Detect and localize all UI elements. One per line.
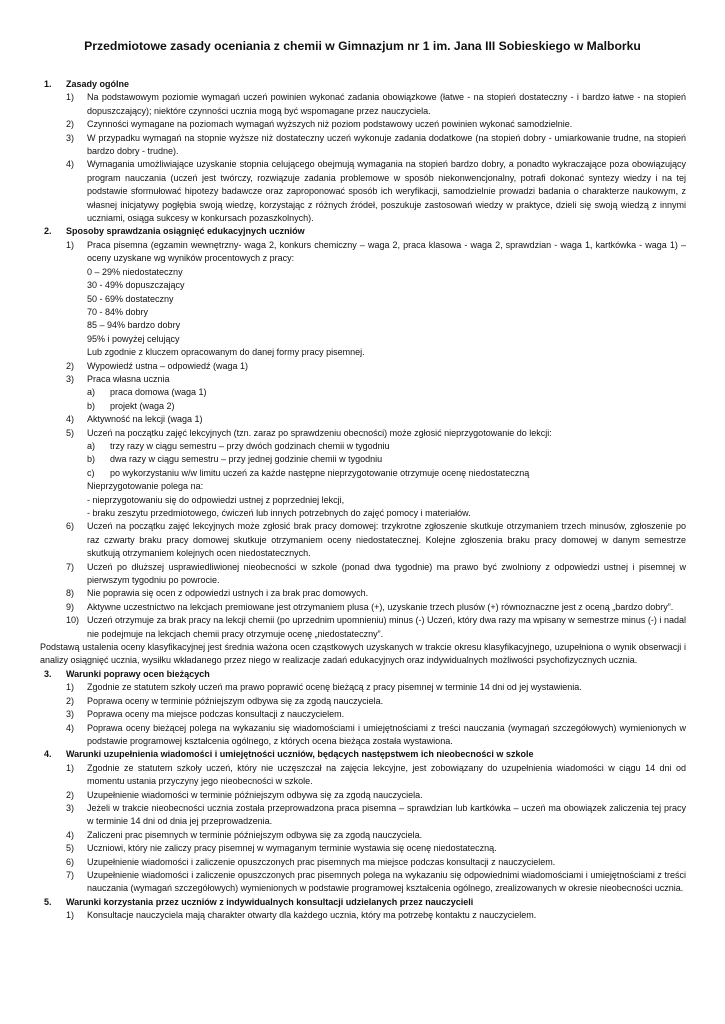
- list-item: [40, 373, 686, 386]
- sub-item: [40, 467, 686, 480]
- item-text: Uzupełnienie wiadomości i zaliczenie opuszczonych prac pisemnych polega na wykazaniu się odpowiednimi wiadomościami i umiejętnościami z treści nauczania (wymagań szczegółowych) wymienionych w podstawie programowej kształcenia ogólnego, zrealizowanych w okresie nieobecności ucznia.: [87, 869, 686, 894]
- item-number: 1): [66, 910, 75, 921]
- item-text: Poprawa oceny bieżącej polega na wykazaniu się wiadomościami i umiejętnościami z treści nauczania (wymagań szczegółowych) wymienionych w podstawie programowej kształcenia ogólnego, z których ocena bieżąca została wystawiona.: [87, 722, 686, 746]
- section-number: 3.: [44, 668, 52, 679]
- item-number: 4): [66, 414, 75, 425]
- list-item: [40, 239, 686, 266]
- section-heading-3: [40, 668, 686, 681]
- list-item: [40, 856, 686, 869]
- sub-item-letter: b): [87, 400, 96, 411]
- list-item: [40, 413, 686, 426]
- grade-line: 50 - 69% dostateczny: [87, 293, 174, 304]
- section-title: Warunki korzystania przez uczniów z indywidualnych konsultacji udzielanych przez nauczycieli: [66, 896, 474, 907]
- sub-item-text: po wykorzystaniu w/w limitu uczeń za każde następne nieprzygotowanie otrzymuje ocenę niedostateczną: [110, 467, 530, 478]
- item-number: 3): [66, 132, 75, 143]
- list-item: [40, 427, 686, 440]
- item-text: Uzupełnienie wiadomości i zaliczenie opuszczonych prac pisemnych ma miejsce podczas konsultacji z nauczycielem.: [87, 856, 556, 867]
- document-title: Przedmiotowe zasady oceniania z chemii w Gimnazjum nr 1 im. Jana III Sobieskiego w Malborku: [84, 39, 641, 53]
- grade-line: 95% i powyżej celujący: [87, 333, 180, 344]
- section-heading-5: [40, 896, 686, 909]
- section-number: 5.: [44, 896, 52, 907]
- item-text: Zgodnie ze statutem szkoły uczeń, który nie uczęszczał na zajęcia lekcyjne, jest zobowiązany do uzupełnienia wiadomości w ciągu 14 dni od momentu ustania przyczyny jego nieobecności w szkole.: [87, 762, 686, 787]
- list-item: [40, 132, 686, 159]
- item-text: Zaliczeni prac pisemnych w terminie późniejszym odbywa się za zgodą nauczyciela.: [87, 829, 423, 840]
- item-number: 1): [66, 239, 75, 250]
- item-text: Uzupełnienie wiadomości w terminie późniejszym odbywa się za zgodą nauczyciela.: [87, 789, 423, 800]
- item-text: Praca pisemna (egzamin wewnętrzny- waga 2, konkurs chemiczny – waga 2, praca klasowa - waga 2, sprawdzian - waga 1, kartkówka - waga 1) – oceny uzyskane wg wyników procentowych z pracy:: [87, 239, 686, 264]
- note-line: - braku zeszytu przedmiotowego, ćwiczeń lub innych potrzebnych do zajęć pomocy i materiałów.: [87, 508, 471, 518]
- list-item: [40, 722, 686, 749]
- list-item: [40, 829, 686, 842]
- item-number: 3): [66, 802, 75, 813]
- item-text: Jeżeli w trakcie nieobecności ucznia została przeprowadzona praca pisemna – sprawdzian lub kartkówka – uczeń ma obowiązek zaliczenia tej pracy w terminie 14 dni od dnia jej przeprowadzenia.: [87, 802, 686, 827]
- section-heading-1: [40, 78, 686, 91]
- section-number: 4.: [44, 749, 52, 760]
- item-text: Czynności wymagane na poziomach wymagań wyższych niż poziom podstawowy uczeń powinien wykonać samodzielnie.: [87, 119, 573, 130]
- grade-line: 85 – 94% bardzo dobry: [87, 320, 181, 331]
- list-item: [40, 869, 686, 896]
- item-number: 1): [66, 762, 75, 773]
- sub-item: [40, 440, 686, 453]
- sub-item-letter: b): [87, 454, 96, 465]
- sub-item-letter: a): [87, 440, 96, 451]
- grade-note: Lub zgodnie z kluczem opracowanym do danej formy pracy pisemnej.: [87, 347, 365, 358]
- list-item: [40, 601, 686, 614]
- list-item: [40, 909, 686, 922]
- item-number: 5): [66, 843, 75, 854]
- item-text: Aktywne uczestnictwo na lekcjach premiowane jest otrzymaniem plusa (+), uzyskanie trzech plusów (+) równoznaczne jest z oceną „bardzo dobry”.: [87, 601, 674, 612]
- section-title: Zasady ogólne: [66, 79, 130, 89]
- item-number: 6): [66, 521, 75, 532]
- item-number: 4): [66, 829, 75, 840]
- item-text: Zgodnie ze statutem szkoły uczeń ma prawo poprawić ocenę bieżącą z pracy pisemnej w terminie 14 dni od jej wystawienia.: [87, 682, 582, 693]
- list-item: [40, 802, 686, 829]
- item-number: 7): [66, 561, 75, 572]
- item-text: Na podstawowym poziomie wymagań uczeń powinien wykonać zadania obowiązkowe (łatwe - na stopień dostateczny - i bardzo łatwe - na stopień dopuszczający); niektóre czynności ucznia mogą być wspomagane przez nauczyciela.: [87, 92, 686, 116]
- item-number: 2): [66, 119, 75, 130]
- list-item: [40, 561, 686, 588]
- list-item: [40, 587, 686, 600]
- item-number: 5): [66, 427, 75, 438]
- item-number: 4): [66, 722, 75, 733]
- item-text: Wypowiedź ustna – odpowiedź (waga 1): [87, 360, 249, 371]
- section-heading-4: [40, 748, 686, 761]
- item-number: 10): [66, 615, 80, 626]
- item-text: W przypadku wymagań na stopnie wyższe niż dostateczny uczeń wykonuje zadania dodatkowe (na stopień dobry - umiarkowanie trudne, na stopień bardzo dobry - trudne).: [87, 132, 686, 157]
- document-body: [40, 78, 686, 923]
- item-text: Wymagania umożliwiające uzyskanie stopnia celującego obejmują wymagania na stopień bardzo dobry, a ponadto wykraczające poza obowiązujący program nauczania (uczeń jest twórczy, rozwiązuje zadania problemowe w sposób niekonwencjonalny, potrafi dokonać syntezy wiedzy i na tej podstawie sformułować hipotezy badawcze oraz zaproponować sposób ich weryfikacji, samodzielnie prowadzi badania o charakterze naukowym, z własnej inicjatywy pogłębia swoją wiedzę, korzystając z różnych źródeł, poszukuje zastosowań wiedzy w praktyce, dzieli się swoją wiedzą z innymi uczniami, osiąga sukcesy w konkursach pozaszkolnych).: [87, 159, 686, 224]
- sub-item-text: trzy razy w ciągu semestru – przy dwóch godzinach chemii w tygodniu: [110, 440, 390, 451]
- list-item: [40, 708, 686, 721]
- section-title: Warunki uzupełnienia wiadomości i umiejętności uczniów, będących następstwem ich nieobecności w szkole: [66, 749, 534, 760]
- item-number: 2): [66, 360, 75, 371]
- item-text: Uczniowi, który nie zaliczy pracy pisemnej w wymaganym terminie wystawia się ocenę niedostateczną.: [87, 843, 497, 854]
- list-item: [40, 118, 686, 131]
- sub-item-text: praca domowa (waga 1): [110, 387, 207, 398]
- section-title: Warunki poprawy ocen bieżących: [66, 668, 210, 679]
- section-heading-2: [40, 225, 686, 238]
- item-text: Uczeń na początku zajęć lekcyjnych (tzn. zaraz po sprawdzeniu obecności) może zgłosić nieprzygotowanie do lekcji:: [87, 427, 552, 438]
- sub-item-letter: a): [87, 387, 96, 398]
- list-item: [40, 520, 686, 560]
- note-line: - nieprzygotowaniu się do odpowiedzi ustnej z poprzedniej lekcji,: [87, 494, 345, 505]
- section-number: 2.: [44, 226, 52, 237]
- sub-item-text: projekt (waga 2): [110, 400, 175, 411]
- list-item: [40, 91, 686, 118]
- item-text: Uczeń otrzymuje za brak pracy na lekcji chemii (po uprzednim upomnieniu) minus (-) Uczeń, który dwa razy ma wpisany w semestrze minus (-) i nadal nie podejmuje na lekcjach chemii pracy otrzymuje ocenę „niedostateczny”.: [87, 615, 686, 639]
- item-text: Konsultacje nauczyciela mają charakter otwarty dla każdego ucznia, który ma potrzebę kontaktu z nauczycielem.: [87, 910, 537, 921]
- item-number: 6): [66, 856, 75, 867]
- list-item: [40, 695, 686, 708]
- section-number: 1.: [44, 79, 52, 89]
- item-number: 9): [66, 601, 75, 612]
- sub-item: [40, 400, 686, 413]
- list-item: [40, 789, 686, 802]
- item-number: 7): [66, 869, 75, 880]
- item-number: 2): [66, 695, 75, 706]
- grade-line: 30 - 49% dopuszczający: [87, 280, 185, 291]
- list-item: [40, 842, 686, 855]
- sub-item: [40, 453, 686, 466]
- item-text: Praca własna ucznia: [87, 373, 170, 384]
- item-number: 3): [66, 709, 75, 720]
- item-text: Uczeń po dłuższej usprawiedliwionej nieobecności w szkole (ponad dwa tygodnie) ma prawo być zwolniony z odpowiedzi ustnej i pisemnej w pierwszym tygodniu po powrocie.: [87, 561, 686, 586]
- list-item: [40, 681, 686, 694]
- list-item: [40, 158, 686, 225]
- item-number: 2): [66, 789, 75, 800]
- list-item: [40, 762, 686, 789]
- item-text: Nie poprawia się ocen z odpowiedzi ustnych i za brak prac domowych.: [87, 588, 369, 599]
- item-text: Uczeń na początku zajęć lekcyjnych może zgłosić brak pracy domowej: trzykrotne zgłoszenie skutkuje otrzymaniem trzech minusów, zgłoszenie po raz czwarty braku pracy domowej skutkuje otrzymaniem oceny niedostatecznej. Kolejne zgłoszenia braku pracy domowej w danym semestrze skutkują otrzymaniem kolejnych ocen niedostatecznych.: [87, 521, 686, 559]
- item-text: Poprawa oceny ma miejsce podczas konsultacji z nauczycielem.: [87, 709, 345, 720]
- list-item: [40, 360, 686, 373]
- sub-item-text: dwa razy w ciągu semestru – przy jednej godzinie chemii w tygodniu: [110, 454, 383, 465]
- sub-item: [40, 386, 686, 399]
- item-number: 3): [66, 373, 75, 384]
- item-number: 8): [66, 588, 75, 599]
- list-item: [40, 614, 686, 641]
- sub-item-letter: c): [87, 467, 95, 478]
- section-title: Sposoby sprawdzania osiągnięć edukacyjnych uczniów: [66, 226, 305, 237]
- classification-paragraph: Podstawą ustalenia oceny klasyfikacyjnej jest średnia ważona ocen cząstkowych uzyskanych w trakcie okresu klasyfikacyjnego, uzupełniona o wynik obserwacji i analizy osiągnięć ucznia, wysiłku wkładanego przez niego w realizacje zadań edukacyjnych oraz indywidualnych możliwości psychofizycznych ucznia.: [40, 642, 686, 666]
- item-text: Poprawa oceny w terminie późniejszym odbywa się za zgodą nauczyciela.: [87, 695, 384, 706]
- item-number: 1): [66, 92, 75, 103]
- item-number: 1): [66, 682, 75, 693]
- grade-line: 70 - 84% dobry: [87, 306, 149, 317]
- item-number: 4): [66, 159, 75, 170]
- item-text: Aktywność na lekcji (waga 1): [87, 414, 203, 425]
- grade-line: 0 – 29% niedostateczny: [87, 266, 183, 277]
- note-line: Nieprzygotowanie polega na:: [87, 481, 204, 492]
